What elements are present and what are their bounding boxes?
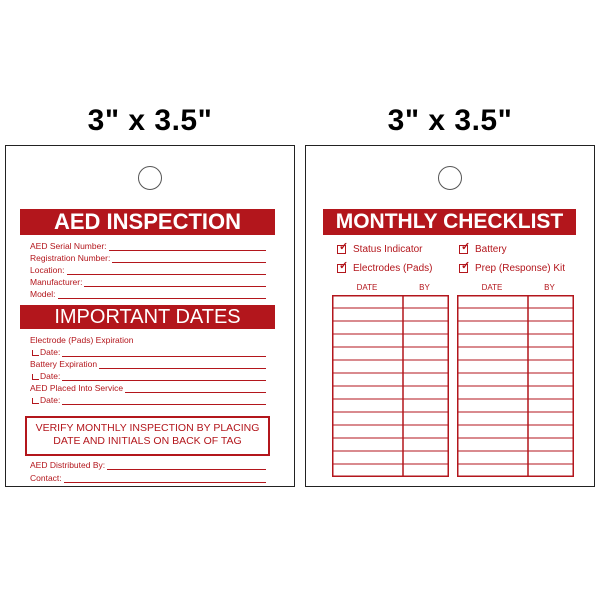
date-label-service [30,383,266,393]
monthly-checklist-tag [305,145,595,487]
check-label: Electrodes (Pads) [353,263,433,274]
date-sub-label: Date: [40,371,61,381]
punch-hole [438,166,462,190]
right-size-label: 3" x 3.5" [387,104,513,137]
write-line [67,267,267,275]
check-electrodes [337,260,433,274]
write-line [58,291,266,299]
date-sub-label: Date: [40,347,61,357]
verify-line-1: VERIFY MONTHLY INSPECTION BY PLACING [35,422,260,434]
arrow-hook-icon [32,398,39,404]
col-head-date-right: DATE [481,283,503,292]
verify-line-2: DATE AND INITIALS ON BACK OF TAG [53,435,242,447]
check-label: Prep (Response) Kit [475,263,566,274]
field-model [30,289,266,299]
date-label-battery [30,359,266,369]
field-label: Model: [30,289,56,299]
write-line [84,279,266,287]
arrow-hook-icon [32,374,39,380]
write-line [125,385,266,393]
field-contact [30,473,266,483]
write-line [112,255,266,263]
field-manufacturer [30,277,266,287]
date-group-label: Electrode (Pads) Expiration [30,335,134,345]
left-size-label: 3" x 3.5" [87,104,213,137]
arrow-hook-icon [32,350,39,356]
write-line [109,243,266,251]
aed-inspection-banner: AED INSPECTION [20,209,275,235]
field-distributed-by [30,460,266,470]
write-line [62,397,266,405]
important-dates-banner: IMPORTANT DATES [20,305,275,329]
col-head-by-right: BY [544,283,555,292]
date-label-electrode [30,335,266,345]
write-line [99,361,266,369]
date-field-service [32,395,266,405]
verify-instruction-box [25,416,270,456]
field-label: AED Distributed By: [30,460,106,470]
date-sub-label: Date: [40,395,61,405]
field-label: Contact: [30,473,62,483]
field-label: AED Serial Number: [30,241,107,251]
date-field-battery [32,371,266,381]
date-group-label: AED Placed Into Service [30,383,124,393]
checkbox-icon: ✓ [461,241,471,253]
field-location [30,265,266,275]
write-line [64,475,266,483]
checkbox-icon: ✓ [339,260,349,272]
check-status-indicator [337,241,423,255]
date-group-label: Battery Expiration [30,359,98,369]
field-label: Location: [30,265,65,275]
monthly-checklist-banner: MONTHLY CHECKLIST [323,209,576,235]
col-head-date-left: DATE [356,283,378,292]
punch-hole [138,166,162,190]
field-label: Registration Number: [30,253,111,263]
aed-inspection-tag [5,145,295,487]
check-label: Battery [475,244,507,255]
write-line [62,349,266,357]
field-serial-number [30,241,266,251]
inspection-log-right [457,295,574,477]
field-label: Manufacturer: [30,277,83,287]
check-prep-kit [459,260,566,274]
checkbox-icon: ✓ [339,241,349,253]
check-label: Status Indicator [353,244,423,255]
write-line [107,462,266,470]
date-field-electrode [32,347,266,357]
check-battery [459,241,507,255]
inspection-log-left [332,295,449,477]
checkbox-icon: ✓ [461,260,471,272]
col-head-by-left: BY [419,283,430,292]
write-line [62,373,266,381]
field-registration-number [30,253,266,263]
